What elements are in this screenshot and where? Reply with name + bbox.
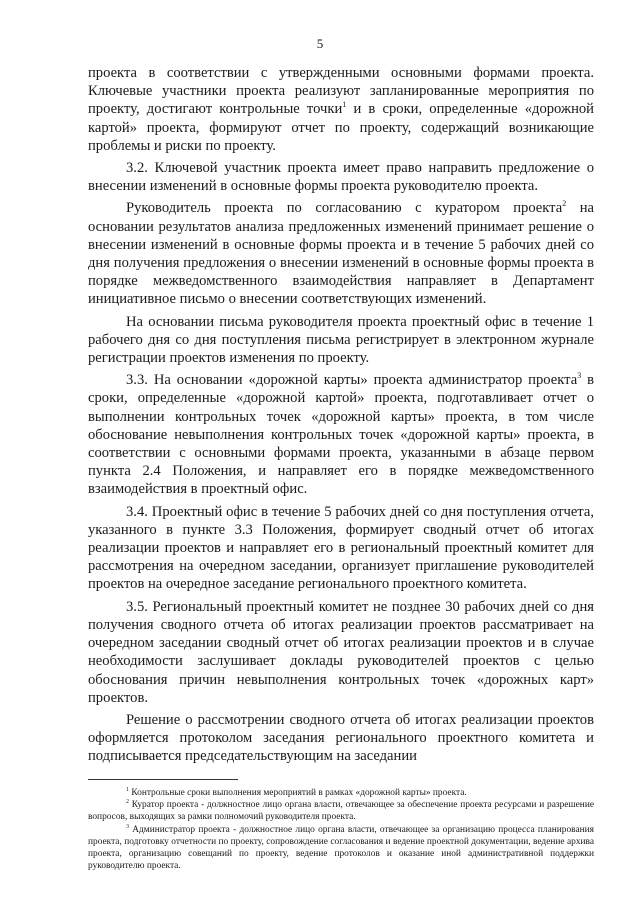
footnote-3 [88, 824, 594, 873]
footnote-ref-2: 2 [562, 199, 567, 209]
paragraph-3-5: 3.5. Региональный проектный комитет не позднее 30 рабочих дней со дня получения сводного отчета об итогах реализации проектов рассматривает на очередном заседании сводный отчет об итогах реализации проектов и в случае необходимости заслушивает доклады руководителей проектов с целью обоснования причин невыполнения контрольных точек «дорожных карт» проектов. [88, 598, 594, 706]
footnote-3-text: Администратор проекта - должностное лицо органа власти, отвечающее за организацию процесса планирования проекта, подготовку отчетности по проекту, сопровождение согласования и ведение проектной документации, ведение архива проекта, организацию совещаний по проекту, ведение протоколов и оказание иной административной поддержки руководителю проекта. [88, 824, 594, 872]
paragraph-5-text-b: в сроки, определенные «дорожной картой» проекта, подготавливает отчет о выполнении контрольных точек «дорожной карты» проекта, в том числе обоснование невыполнения контрольных точек «дорожной карты» проекта, в соответствии с основными формами проекта, указанными в абзаце первом пункта 2.4 Положения, и направляет его в порядке межведомственного взаимодействия в проектный офис. [88, 372, 595, 498]
footnote-ref-3: 3 [577, 371, 582, 381]
paragraph-3-2-decision [88, 199, 594, 308]
paragraph-decision: Решение о рассмотрении сводного отчета об итогах реализации проектов оформляется протоколом заседания регионального проектного комитета и подписывается председательствующим на заседании [88, 711, 594, 765]
paragraph-3-2: 3.2. Ключевой участник проекта имеет право направить предложение о внесении изменений в основные формы проекта руководителю проекта. [88, 160, 594, 195]
paragraph-3-4: 3.4. Проектный офис в течение 5 рабочих дней со дня поступления отчета, указанного в пункте 3.3 Положения, формирует сводный отчет об итогах реализации проектов и направляет его в региональный проектный комитет для рассмотрения на очередном заседании, организует приглашение руководителей проектов на очередное заседание регионального проектного комитета. [88, 503, 594, 593]
footnote-3-number: 3 [126, 823, 129, 830]
paragraph-3-text-b: на основании результатов анализа предложенных изменений принимает решение о внесении изменений в основные формы проекта и в течение 5 рабочих дней со дня получения предложения о внесении изменений в основные формы проекта в порядке межведомственного взаимодействия направляет в Департамент инициативное письмо о внесении соответствующих изменений. [88, 200, 594, 308]
footnote-1-number: 1 [126, 787, 129, 793]
paragraph-5-text-a: 3.3. На основании «дорожной карты» проекта администратор проекта [126, 372, 578, 389]
footnote-2 [88, 799, 594, 823]
footnotes [88, 787, 594, 872]
paragraph-3-3 [88, 371, 594, 498]
paragraph-1-text-b: и в сроки, определенные «дорожной картой» проекта, формируют отчет по проекту, содержащий возникающие проблемы и риски по проекту. [88, 101, 594, 154]
paragraph-1 [88, 64, 594, 155]
footnote-ref-1: 1 [342, 100, 347, 110]
paragraph-1-text-a: проекта в соответствии с утвержденными основными формами проекта. Ключевые участники проекта реализуют запланированные мероприятия по проекту, достигают контрольные точки [88, 65, 594, 118]
footnote-1-text: Контрольные сроки выполнения мероприятий в рамках «дорожной карты» проекта. [129, 788, 467, 798]
footnote-separator [88, 779, 238, 780]
paragraph-3-text-a: Руководитель проекта по согласованию с куратором проекта [126, 200, 563, 217]
page-number: 5 [316, 36, 324, 51]
footnote-2-number: 2 [126, 799, 129, 806]
paragraph-registration: На основании письма руководителя проекта проектный офис в течение 1 рабочего дня со дня поступления письма регистрирует в электронном журнале регистрации проектов изменения по проекту. [88, 313, 594, 367]
footnote-2-text: Куратор проекта - должностное лицо органа власти, отвечающее за обеспечение проекта ресурсами и разрешение вопросов, выходящих за рамки полномочий руководителя проекта. [88, 800, 594, 823]
document-body [88, 64, 594, 766]
footnote-1 [88, 787, 594, 799]
